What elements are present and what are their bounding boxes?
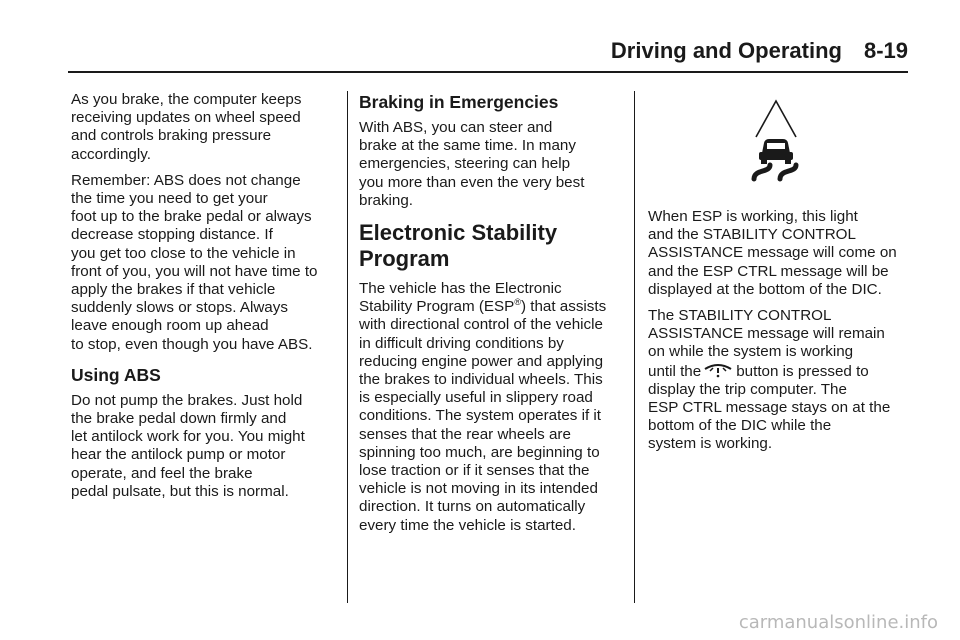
header-rule (68, 71, 908, 73)
braking-paragraph: With ABS, you can steer and brake at the same time. In many emergencies, steering can help you more than even the very best braking. (359, 119, 585, 209)
column-3 (648, 208, 913, 462)
abs-paragraph-2: Remember: ABS does not change the time you need to get your foot up to the brake pedal or always decrease stopping distance. If you get too close to the vehicle in front of you, you will not have time to apply the brakes if that vehicle suddenly slows or stops. Always leave enough room up ahead to stop, even though you have ABS. (71, 171, 318, 353)
esp-text-start: The vehicle has the Electronic Stability Program (ESP (359, 280, 562, 316)
heading-esp: Electronic Stability Program (359, 220, 558, 272)
column-1 (71, 91, 341, 509)
stability-warning-triangle-icon (740, 99, 812, 189)
watermark: carmanualsonline.info (738, 612, 938, 633)
page-number: 8-19 (863, 38, 908, 63)
page-header (0, 38, 908, 64)
esp-paragraph (359, 280, 625, 535)
esp-light-paragraph: When ESP is working, this light and the STABILITY CONTROL ASSISTANCE message will come on and the ESP CTRL message will be displayed at the bottom of the DIC. (648, 208, 897, 298)
esp-message-start: The STABILITY CONTROL ASSISTANCE message will remain on while the system is working until the (648, 307, 885, 380)
esp-text-end: ) that assists with directional control of the vehicle in difficult driving conditions by reducing engine power and applying the brakes to individual wheels. This is especially useful in slippery road conditions. The system operates if it senses that the rear wheels are spinning too much, are beginning to lose traction or if it senses that the vehicle is not moving in its intended direction. It turns on automatically every time the vehicle is started. (359, 298, 607, 534)
column-2 (359, 91, 625, 543)
info-button-icon (703, 362, 733, 378)
heading-using-abs: Using ABS (71, 364, 161, 385)
column-divider-1 (347, 91, 348, 603)
esp-message-end: button is pressed to display the trip computer. The ESP CTRL message stays on at the bottom of the DIC while the system is working. (648, 362, 891, 453)
registered-mark: ® (514, 297, 521, 308)
abs-paragraph-3: Do not pump the brakes. Just hold the brake pedal down firmly and let antilock work for you. You might hear the antilock pump or motor operate, and feel the brake pedal pulsate, but this is normal. (71, 391, 305, 500)
heading-braking-emergencies: Braking in Emergencies (359, 92, 559, 112)
section-title: Driving and Operating (610, 38, 842, 63)
abs-paragraph-1: As you brake, the computer keeps receiving updates on wheel speed and controls braking pressure accordingly. (71, 91, 302, 163)
esp-message-paragraph (648, 307, 913, 454)
column-divider-2 (634, 91, 635, 603)
